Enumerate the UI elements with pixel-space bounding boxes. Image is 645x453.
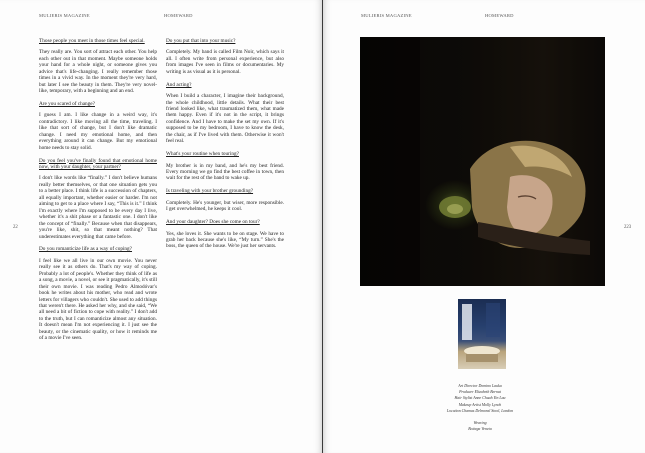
running-head-section: HOMEWARD: [164, 13, 193, 18]
left-page: [0, 0, 322, 453]
text-column-1: [39, 38, 157, 348]
credit-makeup-artist: Makeup Artist Molly Lynch: [458, 402, 502, 407]
page-number: 223: [624, 225, 632, 230]
interview-question: Those people you meet in those times feel special.: [39, 38, 145, 44]
interview-question: Do you put that into your music?: [166, 38, 236, 44]
interview-answer: When I build a character, I imagine their background, the whole childhood, little details. What their best friend looked like, what traumatized them, what made them happy. Even if it's not in the script, it brings confidence. And I have to make the set my own. If it's supposed to be my bedroom, I have to know the desk, the chair, as if I've lived with them. Otherwise it won't feel real.: [166, 93, 284, 145]
interview-answer: My brother is in my band, and he's my best friend. Every morning we go find the best coffee in town, then wait for the rest of the band to wake up.: [166, 162, 284, 182]
portrait-photo-graphic: [360, 37, 605, 286]
interview-answer: Completely. He's younger, but wiser, more responsible. I get overwhelmed, he keeps it cool.: [166, 199, 284, 213]
interview-question: Do you romanticize life as a way of coping?: [39, 246, 133, 253]
wearing-brand: Bottega Veneta: [468, 427, 492, 432]
interior-photo-graphic: [458, 299, 506, 369]
interview-question: Is traveling with your brother grounding?: [166, 188, 254, 195]
running-head-magazine: MULIERIS MAGAZINE: [361, 13, 412, 18]
wearing-label: Wearing: [473, 421, 487, 426]
interview-answer: Completely. My band is called Film Noir, which says it all. I often write from personal experience, but also from images I've seen in films or documentaries. My writing is as visual as it is personal.: [166, 49, 284, 75]
page-number: 22: [13, 225, 18, 230]
interview-answer: They really are. You sort of attract each other. You help each other out in that moment. Maybe someone holds your hand for a whole night, or someone gives you advice that's life-changing. I really remember those times in a vivid way. In the moment they're very hard, but later I see the beauty in them. They're very novel-like, temporary, with a beginning and an end.: [39, 49, 157, 95]
interview-question: Do you feel you've finally found that emotional home now, with your daughter, your partner?: [39, 157, 157, 171]
running-head-section: HOMEWARD: [485, 13, 514, 18]
interview-question: What's your routine when touring?: [166, 151, 239, 158]
credit-location: Location Chamas Delmoral Stool, London: [446, 408, 514, 413]
interview-question: And your daughter? Does she come on tour?: [166, 219, 260, 226]
interview-answer: I feel like we all live in our own movie. You never really see it as others do. That's my way of coping. Probably a lot of people's. Whether they think of life as a song, a movie, a novel, or see it pragmatically, it's still their own movie. I was reading Pedro Almodóvar's book he writes about his mother, who read and wrote letters for villagers who couldn't. She used to add things that weren't there. He asked her why, and she said, “We all need a bit of fiction to cope with reality.” I don't add to the truth, but I can romanticize almost any situation. It doesn't mean I'm not experiencing it. I just see the beauty, or the cinematic quality, or how it reminds me of a movie I've seen.: [39, 257, 157, 342]
running-head-magazine: MULIERIS MAGAZINE: [39, 13, 90, 18]
interview-answer: Yes, she loves it. She wants to be on stage. We have to grab her back because she's like, “My turn.” She's the boss, the queen of the house. We're just her servants.: [166, 230, 284, 250]
credit-art-director: Art Director Domino Lauka: [458, 384, 502, 388]
interview-question: Are you scared of change?: [39, 101, 95, 108]
credit-hair-stylist: Hair Stylist Anne Chuah Yin Lau: [454, 396, 506, 401]
credit-producer: Producer Elizabeth Bernat: [459, 390, 501, 395]
interior-photo: [458, 299, 506, 369]
interview-answer: I don't like words like “finally.” I don't believe humans really better themselves, or that one situation gets you to a better place. I think life is a succession of chapters, all equally important, whether easier or harder. I'm not aiming to get to a place where I say, “This is it.” I think I'm exactly where I'm supposed to be every day I live, whether it's a shit phase or a fantastic one. I don't like the concept of “finally.” Because when that disappears, you're like, shit, so that meant nothing? That underestimates everything that came before.: [39, 175, 157, 240]
photo-credits: [400, 383, 560, 432]
text-column-2: [166, 38, 284, 256]
interview-question: And acting?: [166, 81, 192, 88]
interview-answer: I guess I am. I like change in a weird way, it's contradictory. I like moving all the time, traveling. I like that sort of change, but I don't like dramatic change. I need my emotional home, and then everything around it can change. But my emotional home needs to stay solid.: [39, 112, 157, 151]
portrait-photo: [360, 37, 605, 286]
